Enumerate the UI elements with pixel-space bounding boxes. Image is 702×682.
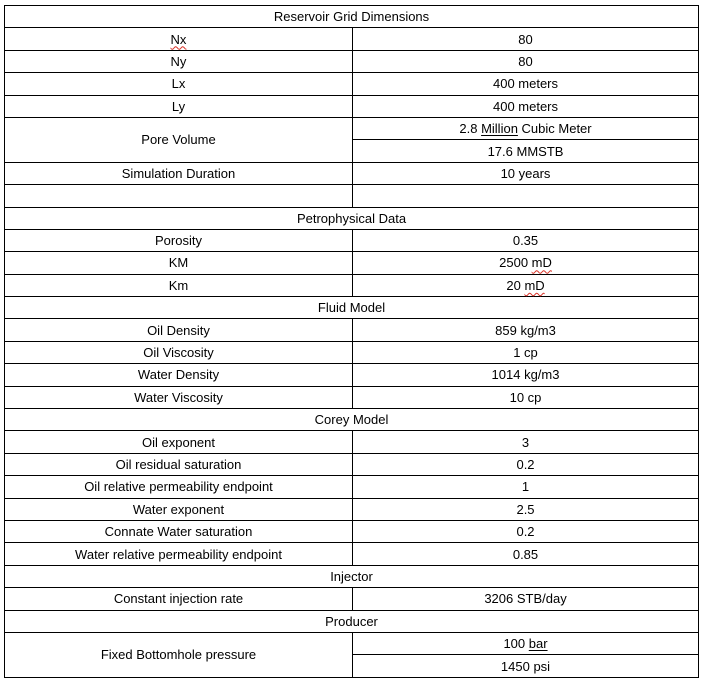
value-ly: 400 meters <box>353 95 699 117</box>
km-lower-unit: mD <box>524 277 545 293</box>
value-water-relperm-endpoint: 0.85 <box>353 543 699 565</box>
table-row <box>5 588 699 610</box>
reservoir-parameters-table <box>4 5 699 678</box>
value-water-viscosity: 10 cp <box>353 386 699 408</box>
table-row <box>5 162 699 184</box>
value-nx: 80 <box>353 28 699 50</box>
label-injection-rate: Constant injection rate <box>5 588 353 610</box>
label-water-density: Water Density <box>5 364 353 386</box>
table-row <box>5 498 699 520</box>
km-upper-number: 2500 <box>499 255 532 271</box>
pore-volume-suffix: Cubic Meter <box>517 121 592 137</box>
table-row <box>5 50 699 72</box>
section-row-grid <box>5 6 699 28</box>
label-oil-exponent: Oil exponent <box>5 431 353 453</box>
label-water-exponent: Water exponent <box>5 498 353 520</box>
bhp-bar-number: 100 <box>503 636 529 652</box>
section-title-petro: Petrophysical Data <box>5 207 699 229</box>
section-row-producer <box>5 610 699 632</box>
value-ny: 80 <box>353 50 699 72</box>
value-connate-water-saturation: 0.2 <box>353 520 699 542</box>
table-row <box>5 364 699 386</box>
value-km-lower <box>353 274 699 296</box>
pore-volume-million: Million <box>481 121 518 137</box>
section-row-fluid <box>5 297 699 319</box>
value-oil-viscosity: 1 cp <box>353 341 699 363</box>
table-row <box>5 543 699 565</box>
label-water-relperm-endpoint: Water relative permeability endpoint <box>5 543 353 565</box>
label-ly: Ly <box>5 95 353 117</box>
section-title-producer: Producer <box>5 610 699 632</box>
section-row-corey <box>5 409 699 431</box>
table-row <box>5 252 699 274</box>
value-simulation-duration: 10 years <box>353 162 699 184</box>
table-row <box>5 117 699 139</box>
value-oil-exponent: 3 <box>353 431 699 453</box>
value-bottomhole-pressure-bar <box>353 632 699 654</box>
value-water-exponent: 2.5 <box>353 498 699 520</box>
empty-cell <box>5 185 353 207</box>
table-row <box>5 319 699 341</box>
empty-cell <box>353 185 699 207</box>
nx-label-text: Nx <box>170 31 187 47</box>
empty-row <box>5 185 699 207</box>
value-pore-volume-mmstb: 17.6 MMSTB <box>353 140 699 162</box>
km-upper-unit: mD <box>531 255 552 271</box>
value-lx: 400 meters <box>353 73 699 95</box>
value-porosity: 0.35 <box>353 229 699 251</box>
value-water-density: 1014 kg/m3 <box>353 364 699 386</box>
section-title-fluid: Fluid Model <box>5 297 699 319</box>
label-km-upper: KM <box>5 252 353 274</box>
label-connate-water-saturation: Connate Water saturation <box>5 520 353 542</box>
table-row <box>5 453 699 475</box>
table-row <box>5 73 699 95</box>
section-row-petro <box>5 207 699 229</box>
value-injection-rate: 3206 STB/day <box>353 588 699 610</box>
table-row <box>5 632 699 654</box>
section-title-corey: Corey Model <box>5 409 699 431</box>
section-row-injector <box>5 565 699 587</box>
table-row <box>5 431 699 453</box>
bhp-bar-unit: bar <box>528 636 548 652</box>
value-oil-residual-saturation: 0.2 <box>353 453 699 475</box>
label-pore-volume: Pore Volume <box>5 117 353 162</box>
km-lower-number: 20 <box>506 277 525 293</box>
table-row <box>5 520 699 542</box>
label-km-lower: Km <box>5 274 353 296</box>
label-bottomhole-pressure: Fixed Bottomhole pressure <box>5 632 353 677</box>
value-bottomhole-pressure-psi: 1450 psi <box>353 655 699 677</box>
value-pore-volume-cubic-meter <box>353 117 699 139</box>
value-oil-density: 859 kg/m3 <box>353 319 699 341</box>
label-oil-residual-saturation: Oil residual saturation <box>5 453 353 475</box>
table-row <box>5 95 699 117</box>
table-row <box>5 229 699 251</box>
label-ny: Ny <box>5 50 353 72</box>
label-nx <box>5 28 353 50</box>
section-title-grid: Reservoir Grid Dimensions <box>5 6 699 28</box>
value-km-upper <box>353 252 699 274</box>
pore-volume-prefix: 2.8 <box>459 121 482 137</box>
label-simulation-duration: Simulation Duration <box>5 162 353 184</box>
value-oil-relperm-endpoint: 1 <box>353 476 699 498</box>
label-lx: Lx <box>5 73 353 95</box>
section-title-injector: Injector <box>5 565 699 587</box>
label-oil-relperm-endpoint: Oil relative permeability endpoint <box>5 476 353 498</box>
table-row <box>5 386 699 408</box>
table-row <box>5 476 699 498</box>
table-row <box>5 28 699 50</box>
label-water-viscosity: Water Viscosity <box>5 386 353 408</box>
label-oil-viscosity: Oil Viscosity <box>5 341 353 363</box>
label-porosity: Porosity <box>5 229 353 251</box>
table-row <box>5 341 699 363</box>
table-row <box>5 274 699 296</box>
label-oil-density: Oil Density <box>5 319 353 341</box>
